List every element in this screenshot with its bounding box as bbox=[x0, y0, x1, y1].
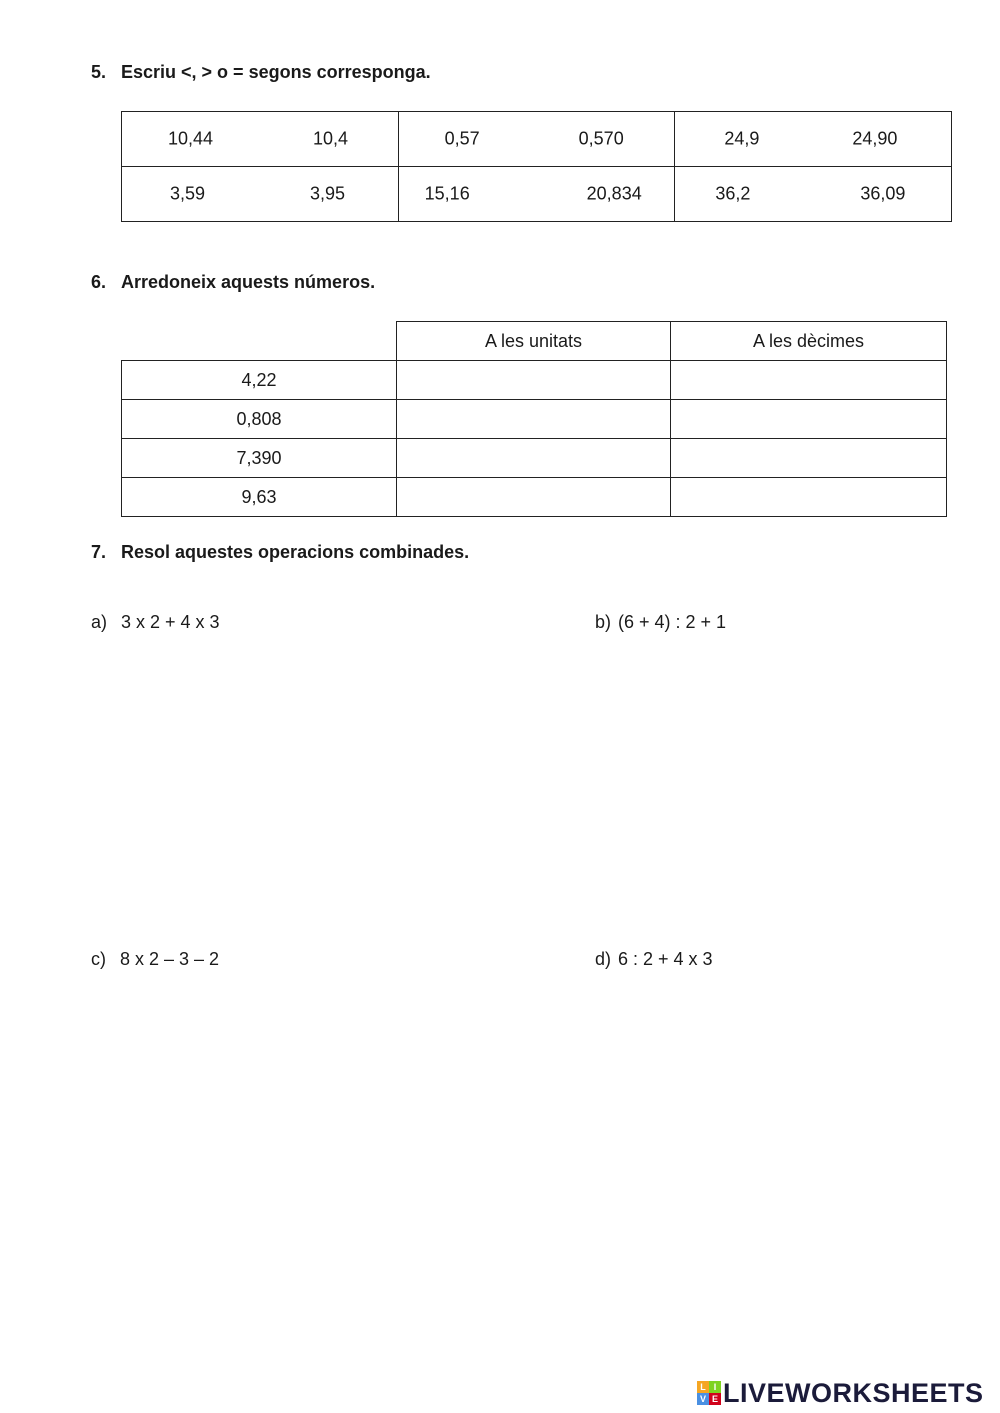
exercise-5-title: Escriu <, > o = segons corresponga. bbox=[121, 62, 431, 82]
exercise-6-title: Arredoneix aquests números. bbox=[121, 272, 376, 292]
compare-right-value: 10,4 bbox=[313, 128, 349, 149]
exercise-7-heading bbox=[91, 542, 469, 563]
header-tenths: A les dècimes bbox=[671, 322, 947, 361]
exercise-5-heading bbox=[91, 62, 431, 83]
answer-units-cell[interactable] bbox=[397, 400, 671, 439]
compare-left-value: 24,9 bbox=[724, 128, 760, 149]
answer-tenths-cell[interactable] bbox=[671, 361, 947, 400]
operation-a-label: a) bbox=[91, 612, 108, 632]
brand-text: LIVEWORKSHEETS bbox=[723, 1377, 984, 1408]
compare-left-value: 10,44 bbox=[168, 128, 214, 149]
empty-header-cell bbox=[122, 322, 397, 361]
compare-table bbox=[121, 111, 952, 222]
exercise-7-number: 7. bbox=[91, 542, 107, 562]
compare-right-value: 20,834 bbox=[586, 183, 642, 204]
logo-letter: I bbox=[709, 1381, 721, 1393]
liveworksheets-brand[interactable] bbox=[697, 1378, 984, 1408]
operation-c bbox=[91, 949, 219, 970]
number-cell: 0,808 bbox=[122, 400, 397, 439]
compare-left-value: 3,59 bbox=[170, 183, 206, 204]
operation-a bbox=[91, 612, 220, 633]
exercise-6-heading bbox=[91, 272, 375, 293]
compare-right-value: 36,09 bbox=[860, 183, 906, 204]
operation-a-expression: 3 x 2 + 4 x 3 bbox=[121, 612, 220, 632]
rounding-table bbox=[121, 321, 947, 517]
table-header-row bbox=[122, 322, 947, 361]
exercise-5-number: 5. bbox=[91, 62, 107, 82]
compare-cell bbox=[398, 112, 675, 167]
operation-b-expression: (6 + 4) : 2 + 1 bbox=[618, 612, 727, 632]
number-cell: 7,390 bbox=[122, 439, 397, 478]
table-row bbox=[122, 112, 952, 167]
compare-left-value: 0,57 bbox=[444, 128, 480, 149]
compare-cell bbox=[398, 167, 675, 222]
logo-letter: L bbox=[697, 1381, 709, 1393]
operation-d-expression: 6 : 2 + 4 x 3 bbox=[618, 949, 713, 969]
operation-c-expression: 8 x 2 – 3 – 2 bbox=[120, 949, 220, 969]
answer-tenths-cell[interactable] bbox=[671, 439, 947, 478]
answer-units-cell[interactable] bbox=[397, 439, 671, 478]
operation-b-label: b) bbox=[595, 612, 612, 632]
table-row bbox=[122, 361, 947, 400]
number-cell: 9,63 bbox=[122, 478, 397, 517]
answer-tenths-cell[interactable] bbox=[671, 400, 947, 439]
operation-d-label: d) bbox=[595, 949, 612, 969]
number-cell: 4,22 bbox=[122, 361, 397, 400]
compare-right-value: 3,95 bbox=[310, 183, 346, 204]
compare-left-value: 36,2 bbox=[715, 183, 751, 204]
logo-letter: V bbox=[697, 1393, 709, 1405]
compare-left-value: 15,16 bbox=[424, 183, 470, 204]
operation-b bbox=[595, 612, 726, 633]
compare-right-value: 0,570 bbox=[578, 128, 624, 149]
answer-units-cell[interactable] bbox=[397, 361, 671, 400]
compare-cell bbox=[122, 167, 399, 222]
compare-cell bbox=[675, 167, 952, 222]
answer-tenths-cell[interactable] bbox=[671, 478, 947, 517]
compare-right-value: 24,90 bbox=[852, 128, 898, 149]
compare-cell bbox=[675, 112, 952, 167]
operation-c-label: c) bbox=[91, 949, 106, 969]
answer-units-cell[interactable] bbox=[397, 478, 671, 517]
logo-letter: E bbox=[709, 1393, 721, 1405]
table-row bbox=[122, 439, 947, 478]
liveworksheets-logo-icon bbox=[697, 1381, 721, 1405]
header-units: A les unitats bbox=[397, 322, 671, 361]
operation-d bbox=[595, 949, 713, 970]
table-row bbox=[122, 478, 947, 517]
compare-cell bbox=[122, 112, 399, 167]
table-row bbox=[122, 400, 947, 439]
exercise-6-number: 6. bbox=[91, 272, 107, 292]
exercise-7-title: Resol aquestes operacions combinades. bbox=[121, 542, 470, 562]
table-row bbox=[122, 167, 952, 222]
